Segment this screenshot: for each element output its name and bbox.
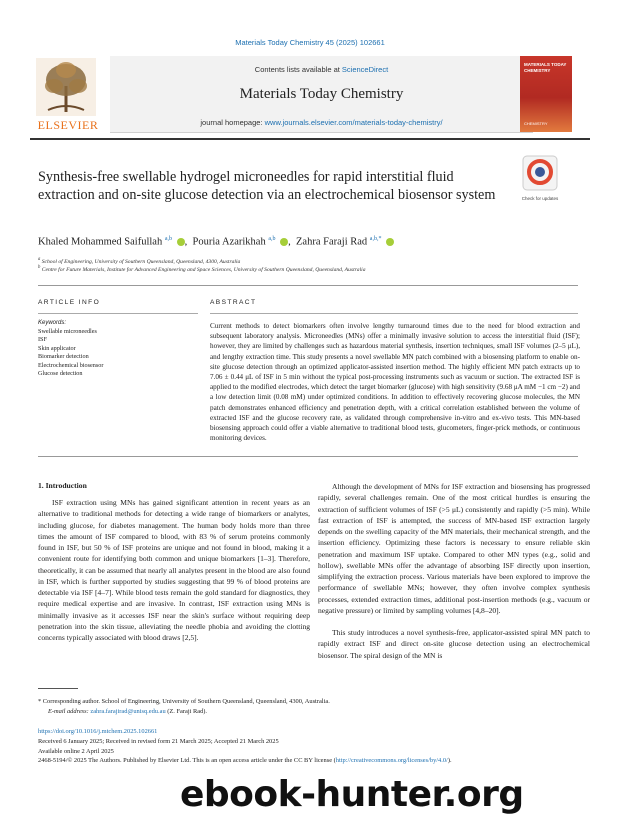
author-affiliation-sup[interactable]: a,b,* <box>369 236 382 242</box>
keyword: Glucose detection <box>38 370 83 378</box>
footnote-divider <box>38 688 78 689</box>
orcid-icon[interactable] <box>177 238 185 246</box>
section-heading-introduction: 1. Introduction <box>38 481 87 490</box>
sciencedirect-link[interactable]: ScienceDirect <box>341 65 389 74</box>
check-for-updates-badge[interactable] <box>522 155 558 191</box>
keyword: Biomarker detection <box>38 353 89 361</box>
body-column-left <box>38 497 310 643</box>
affiliation-text: School of Engineering, University of Southern Queensland, Queensland, 4300, Australia <box>41 258 241 265</box>
journal-header-band <box>110 56 533 133</box>
keywords-label: Keywords: <box>38 320 67 326</box>
email-link[interactable]: zahra.farajirad@unisq.edu.au <box>90 707 166 715</box>
homepage-line <box>110 118 533 127</box>
doi-link[interactable]: https://doi.org/10.1016/j.mtchem.2025.102661 <box>38 728 158 735</box>
watermark-text: ebook-hunter.org <box>180 774 524 815</box>
license-prefix: 2468-5194/© 2025 The Authors. Published by Elsevier Ltd. This is an open access article under the CC BY license ( <box>38 757 336 765</box>
publisher-name: ELSEVIER <box>37 118 99 132</box>
contents-prefix: Contents lists available at <box>254 65 342 74</box>
journal-homepage-link[interactable]: www.journals.elsevier.com/materials-today-chemistry/ <box>264 118 443 127</box>
author-name[interactable]: Zahra Faraji Rad <box>296 236 368 248</box>
license-line <box>38 756 598 766</box>
divider <box>38 313 198 314</box>
corresponding-author-text: * Corresponding author. School of Engineering, University of Southern Queensland, Queensland, 4300, Australia. <box>38 698 330 705</box>
keyword: Electrochemical biosensor <box>38 361 104 369</box>
article-info-heading: ARTICLE INFO <box>38 299 101 306</box>
affiliation-b: $^b$ Centre for Future Materials, Institute for Advanced Engineering and Space Sciences, University of Southern Queensland, Queensland, Australia <box>38 265 366 273</box>
affiliation-a: $^a$ School of Engineering, University of Southern Queensland, Queensland, 4300, Australia <box>38 257 241 265</box>
body-column-right <box>318 481 590 661</box>
body-paragraph: Although the development of MNs for ISF extraction and biosensing has progressed rapidly, several challenges remain. One of the most critical hurdles is ensuring the extraction of sufficient volumes of ISF (>5 μL) consistently and rapidly (>5 min). While fast extraction of ISF is attempted, the success of MN-based ISF extraction largely depends on the swelling capacity of the MN materials, their mechanical strength, and the insertion efficiency. Optimizing these factors is necessary to ensure reliable skin penetration and maximum ISF uptake. Compared to other MN types (e.g., solid and hollow), swellable MNs offer the advantage of absorbing ISF directly upon insertion, simplifying the extraction process. Various materials have been explored to improve the performance of swellable MNs; however, they often involve complex synthesis processes, extended extraction times, additional post-insertion methods (e.g., vacuum or negative pressure) or limited by sampling volumes [4,8–20]. <box>318 482 590 615</box>
author-name[interactable]: Khaled Mohammed Saifullah <box>38 236 163 248</box>
keyword: ISF <box>38 336 47 344</box>
affiliation-text: Centre for Future Materials, Institute for Advanced Engineering and Space Sciences, University of Southern Queensland, Queensland, Australia <box>41 266 366 273</box>
body-paragraph: ISF extraction using MNs has gained significant attention in recent years as an alternative to traditional methods for detecting a wide range of biomarkers or analytes, including glucose, for diabetes management. The human body holds more than three times the amount of ISF compared to blood, with 83 % of serum proteins commonly found in ISF, but 50 % of ISF proteins are unique and not found in blood, making it a convenient route for identifying both common and unique biomarkers [1–3]. Therefore, theoretically, it can be assumed that nearly all analytes present in the blood are also found in ISF, which is further supported by studies suggesting that 99 % of blood proteins are detectable via ISF [4–7]. While blood tests remain the gold standard for diagnostics, they require medical expertise and are invasive. In contrast, ISF extraction using MNs is minimally invasive as it accesses ISF near the skin's surface without requiring deep penetration into the skin tissue, alleviating the needle phobia and avoiding the clotting concerns typically associated with blood draws [2,5]. <box>38 498 310 642</box>
publication-info <box>38 727 598 766</box>
orcid-icon[interactable] <box>280 238 288 246</box>
divider <box>210 313 578 314</box>
keyword: Swellable microneedles <box>38 328 97 335</box>
cover-title: MATERIALS TODAY CHEMISTRY <box>524 62 567 73</box>
license-suffix: ). <box>447 757 452 765</box>
cover-bottom-label: CHEMISTRY <box>524 121 548 126</box>
journal-reference[interactable]: Materials Today Chemistry 45 (2025) 102661 <box>235 38 385 47</box>
available-online: Available online 2 April 2025 <box>38 747 114 755</box>
received-dates: Received 6 January 2025; Received in revised form 21 March 2025; Accepted 21 March 2025 <box>38 737 279 745</box>
contents-line <box>110 65 533 74</box>
header-divider <box>30 138 590 140</box>
divider <box>38 456 578 457</box>
check-updates-icon <box>522 155 558 191</box>
check-updates-label: Check for updates <box>521 196 559 201</box>
email-line <box>38 707 578 717</box>
journal-cover-image[interactable] <box>520 56 572 132</box>
homepage-prefix: journal homepage: <box>200 118 265 127</box>
divider <box>38 285 578 286</box>
abstract-heading: ABSTRACT <box>210 299 257 306</box>
email-label: E-mail address: <box>48 707 91 715</box>
orcid-icon[interactable] <box>386 238 394 246</box>
article-title: Synthesis-free swellable hydrogel microneedles for rapid interstitial fluid extraction and on-site glucose detection via an electrochemical biosensor system <box>38 169 496 203</box>
license-link[interactable]: http://creativecommons.org/licenses/by/4.0/ <box>335 757 448 765</box>
masthead <box>30 56 590 134</box>
journal-name: Materials Today Chemistry <box>239 86 404 102</box>
keyword: Skin applicator <box>38 344 76 352</box>
keywords-list <box>38 328 198 378</box>
author-affiliation-sup[interactable]: a,b <box>164 236 173 242</box>
author-affiliation-sup[interactable]: a,b <box>268 236 276 242</box>
corresponding-author-footnote <box>38 697 578 716</box>
elsevier-logo <box>30 56 102 134</box>
abstract-text: Current methods to detect biomarkers often involve lengthy turnaround times due to the need for blood extraction and subsequent laboratory analysis. Microneedles (MNs) offer a minimally invasive solution to access the interstitial fluid (ISF); however, they are limited by challenges such as hazardous material synthesis, insertion techniques, small ISF volumes (2–5 μL), and lengthy extraction time. This study presents a novel swellable MN patch combined with a biosensing platform to enable on-site glucose detection through an optimized applicator-assisted insertion method. The highly efficient MN patch extracts up to 7.06 ± 0.44 μL of ISF in 5 min without the typical post-processing instruments such as vacuum or suction. The extracted ISF is applied to the modified electrodes, which detect the target biomarker (glucose) with high sensitivity (9.68 μA mM −1 cm −2) and a low detection limit (0.08 mM) under optimized conditions. In addition to effectively recovering glucose molecules, the MN patch demonstrates enhanced efficiency and penetration depth, with a critical correlation established between the volume of extracted ISF and the glucose recovery rate, as validated through comprehensive in-vitro and ex-vivo tests. This MN-based biosensing approach could offer a viable alternative to traditional blood tests, glucometers, finger-prick methods, or continuous monitoring devices. <box>210 322 580 443</box>
email-suffix: (Z. Faraji Rad). <box>165 707 207 715</box>
author-list: Khaled Mohammed Saifullah $^{a,b}$ , Pouria Azarikhah $^{a,b}$ , Zahra Faraji Rad $^{a,b,*}$ <box>38 236 578 248</box>
author-name[interactable]: Pouria Azarikhah <box>192 236 266 248</box>
body-paragraph: This study introduces a novel synthesis-free, applicator-assisted spiral MN patch to rapidly extract ISF and direct on-site glucose detection using an electrochemical biosensor. The spiral design of the MN is <box>318 628 590 660</box>
